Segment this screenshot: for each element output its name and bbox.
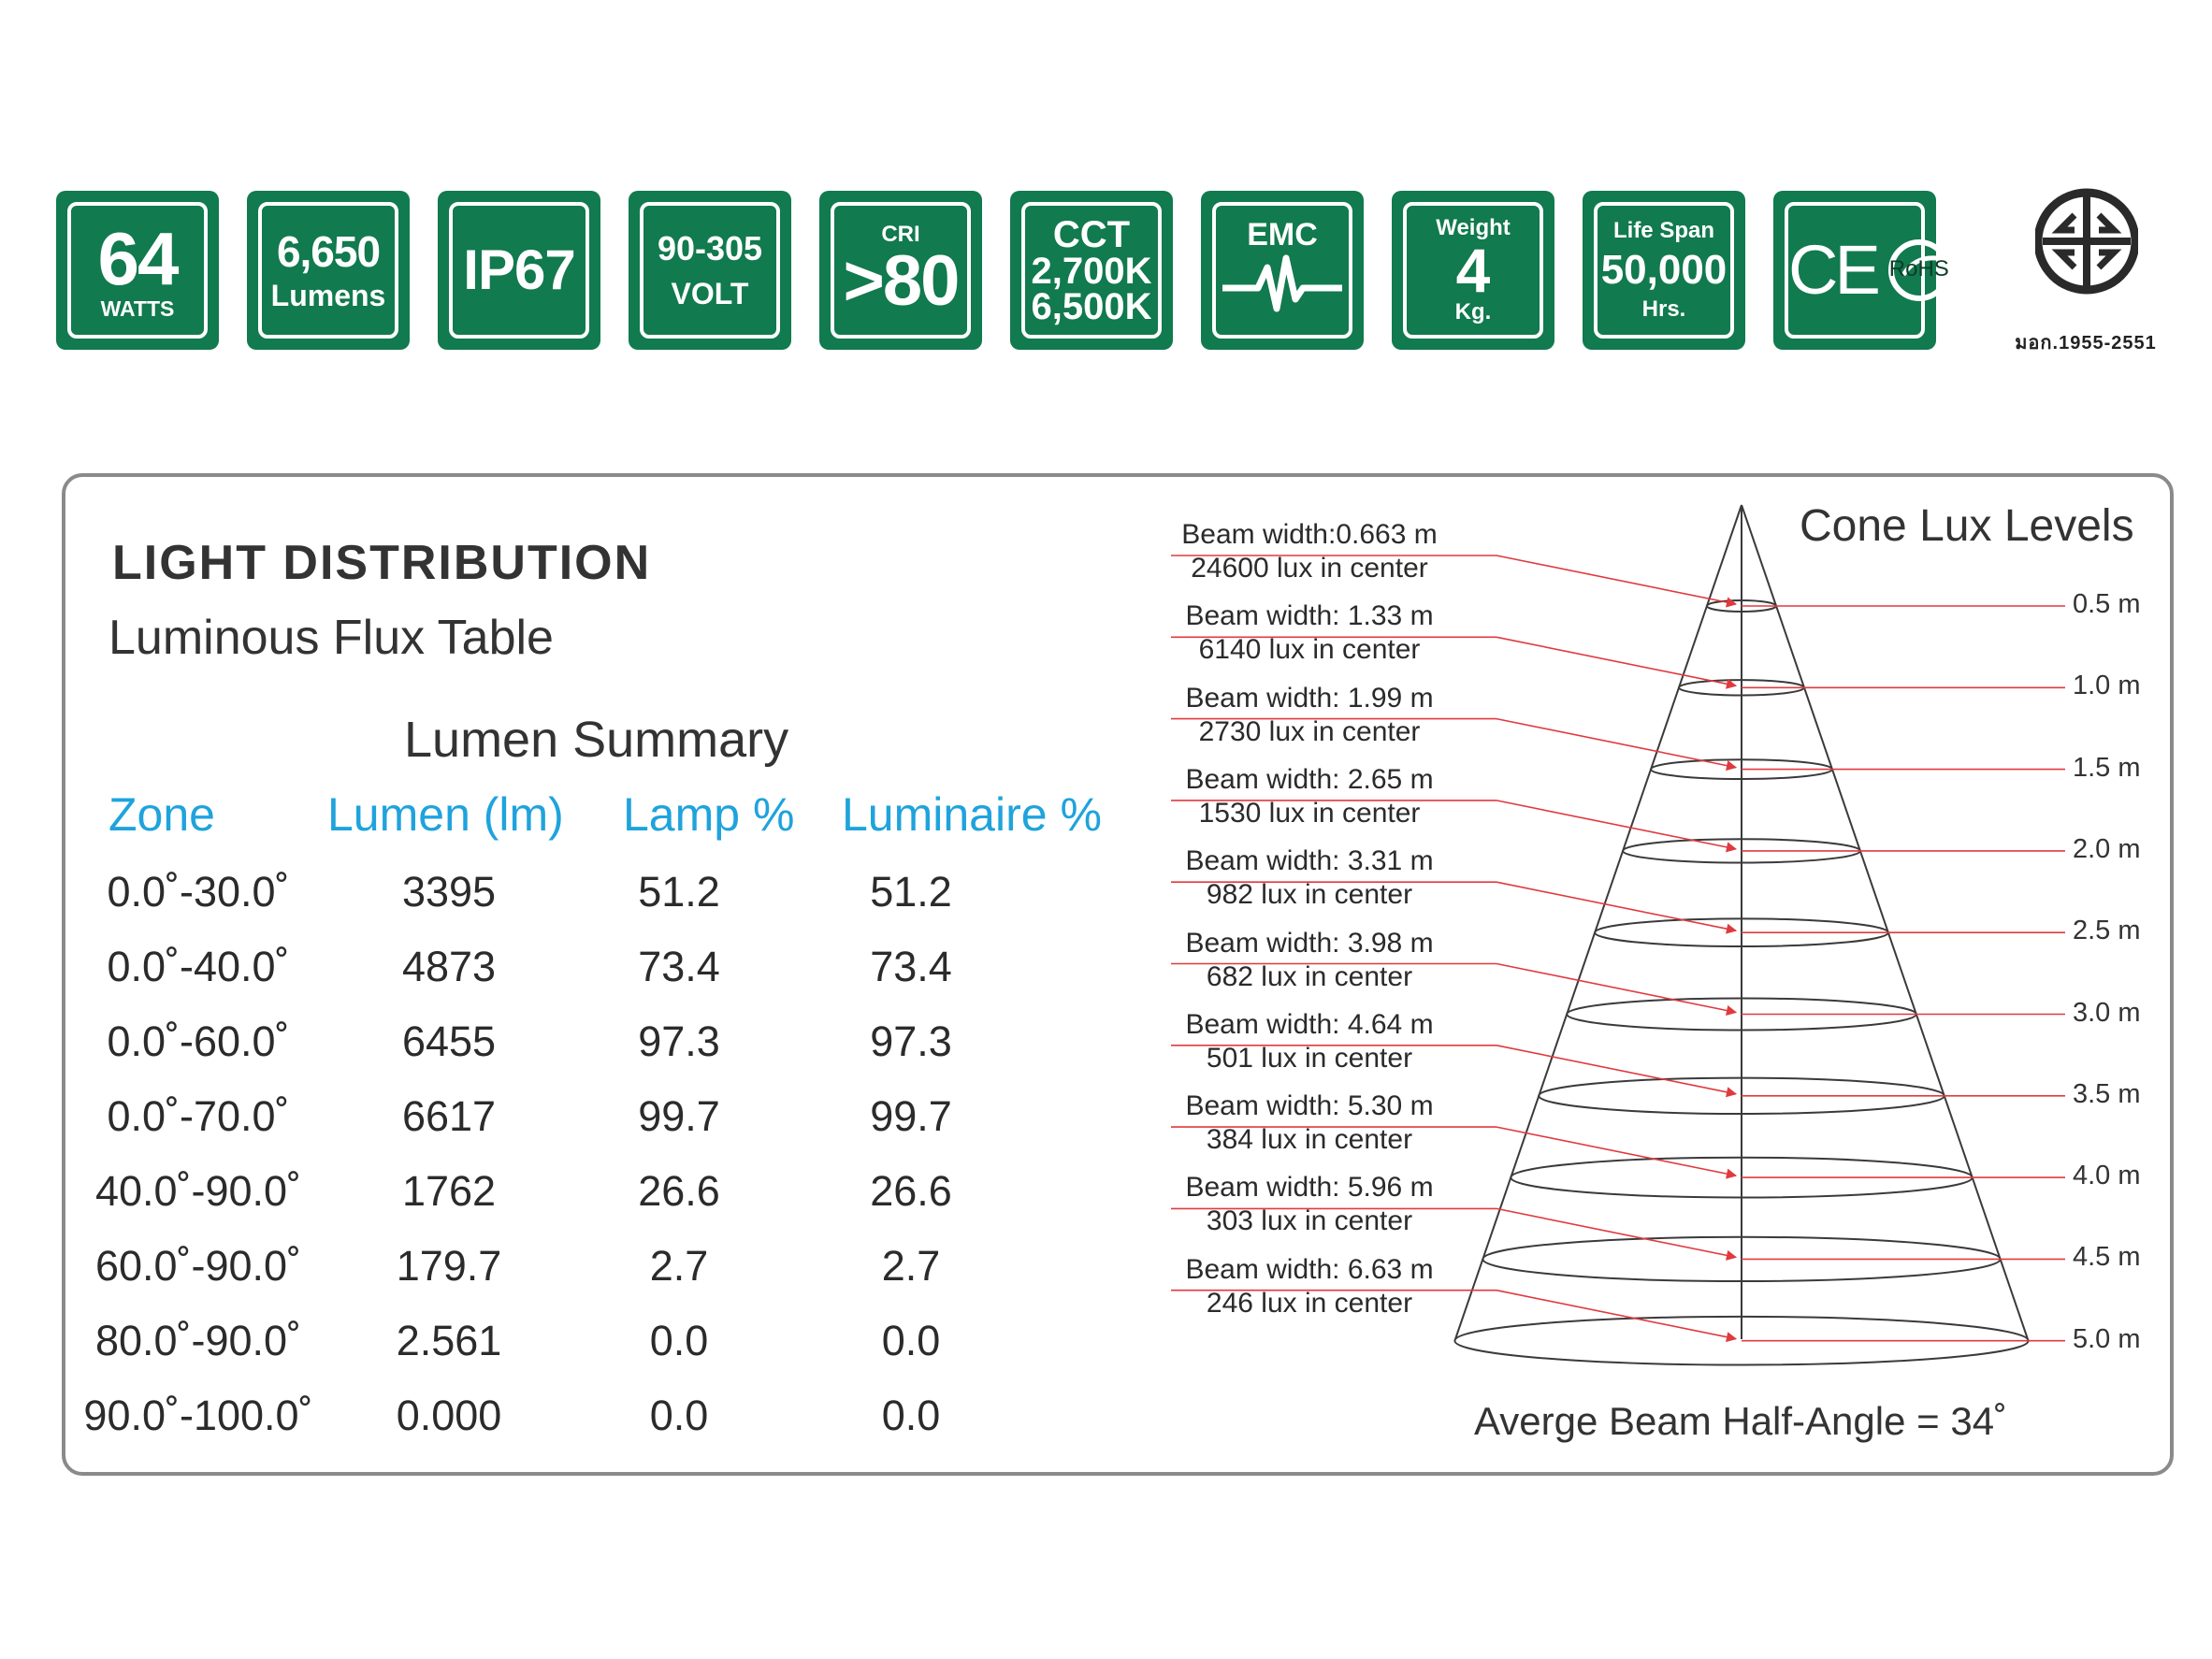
- center-lux-text: 682 lux in center: [1206, 960, 1413, 992]
- cone-left-edge: [1455, 505, 1742, 1339]
- lumens-unit: Lumens: [270, 279, 386, 312]
- emc-label: EMC: [1247, 217, 1318, 252]
- beam-label-1: [1169, 599, 1450, 667]
- center-lux-text: 24600 lux in center: [1191, 553, 1428, 584]
- center-lux-text: 501 lux in center: [1206, 1042, 1413, 1074]
- center-lux-text: 246 lux in center: [1206, 1287, 1413, 1319]
- center-lux-text: 2730 lux in center: [1198, 715, 1421, 747]
- cri-label: CRI: [881, 222, 920, 247]
- distance-label-2: 1.5 m: [2073, 752, 2141, 783]
- beam-width-text: Beam width:0.663 m: [1181, 519, 1438, 550]
- volt-value: 90-305: [657, 229, 763, 267]
- beam-width-text: Beam width: 1.33 m: [1185, 600, 1434, 632]
- table-cell-zone: 40.0˚-90.0˚: [94, 1167, 302, 1215]
- half-angle-note: Averge Beam Half-Angle = 34˚: [1474, 1399, 2008, 1443]
- watts-unit: WATTS: [100, 296, 175, 321]
- table-cell-zone: 80.0˚-90.0˚: [94, 1317, 302, 1364]
- cct-label: CCT: [1052, 214, 1131, 255]
- header-lumen: Lumen (lm): [327, 788, 564, 841]
- table-cell-lamp: 0.0: [649, 1317, 709, 1364]
- center-lux-text: 303 lux in center: [1206, 1205, 1413, 1237]
- center-lux-text: 384 lux in center: [1206, 1124, 1413, 1156]
- table-cell-zone: 0.0˚-70.0˚: [107, 1092, 290, 1140]
- table-cell-zone: 0.0˚-40.0˚: [107, 943, 290, 990]
- table-cell-lamp: 97.3: [638, 1017, 720, 1065]
- table-cell-lamp: 2.7: [649, 1242, 709, 1290]
- table-cell-lumen: 2.561: [396, 1317, 502, 1364]
- beam-label-0: [1169, 518, 1450, 585]
- distance-label-7: 4.0 m: [2073, 1161, 2141, 1191]
- cct-min: 2,700K: [1031, 251, 1152, 292]
- table-title: Lumen Summary: [404, 712, 789, 768]
- beam-label-4: [1169, 844, 1450, 912]
- distance-label-0: 0.5 m: [2073, 589, 2141, 619]
- table-cell-lamp: 51.2: [638, 868, 720, 916]
- distance-label-1: 1.0 m: [2073, 671, 2141, 701]
- ce-mark: CE: [1788, 231, 1877, 309]
- lifespan-value: 50,000: [1600, 247, 1728, 293]
- beam-width-text: Beam width: 3.31 m: [1185, 845, 1434, 877]
- table-cell-luminaire: 99.7: [870, 1092, 952, 1140]
- center-lux-text: 1530 lux in center: [1198, 797, 1421, 829]
- cct-max: 6,500K: [1031, 286, 1152, 327]
- table-cell-lamp: 99.7: [638, 1092, 720, 1140]
- beam-label-3: [1169, 763, 1450, 830]
- table-cell-lamp: 73.4: [638, 943, 720, 990]
- beam-label-8: [1169, 1171, 1450, 1238]
- header-zone: Zone: [108, 788, 215, 841]
- table-cell-lumen: 179.7: [396, 1242, 502, 1290]
- center-lux-text: 6140 lux in center: [1198, 634, 1421, 666]
- beam-width-text: Beam width: 3.98 m: [1185, 927, 1434, 959]
- beam-width-text: Beam width: 2.65 m: [1185, 763, 1434, 795]
- distance-label-6: 3.5 m: [2073, 1078, 2141, 1109]
- table-cell-zone: 0.0˚-30.0˚: [107, 868, 290, 916]
- beam-arrow-3: [1496, 801, 1736, 849]
- distance-label-9: 5.0 m: [2073, 1323, 2141, 1354]
- table-cell-luminaire: 97.3: [870, 1017, 952, 1065]
- table-cell-lumen: 6455: [401, 1017, 497, 1065]
- table-cell-lumen: 3395: [401, 868, 497, 916]
- table-cell-lumen: 6617: [401, 1092, 497, 1140]
- section-subtitle: Luminous Flux Table: [108, 611, 554, 665]
- beam-width-text: Beam width: 5.30 m: [1185, 1090, 1434, 1122]
- table-cell-luminaire: 0.0: [881, 1317, 941, 1364]
- distance-label-3: 2.0 m: [2073, 833, 2141, 864]
- header-luminaire: Luminaire %: [842, 788, 1102, 841]
- table-cell-luminaire: 73.4: [870, 943, 952, 990]
- table-cell-luminaire: 51.2: [870, 868, 952, 916]
- weight-unit: Kg.: [1454, 299, 1492, 325]
- beam-arrow-6: [1496, 1046, 1736, 1094]
- distance-label-8: 4.5 m: [2073, 1242, 2141, 1273]
- beam-label-7: [1169, 1089, 1450, 1157]
- beam-label-5: [1169, 927, 1450, 994]
- table-cell-luminaire: 0.0: [881, 1392, 941, 1439]
- beam-label-6: [1169, 1008, 1450, 1075]
- distance-label-5: 3.0 m: [2073, 997, 2141, 1028]
- rohs-label: RoHS: [1888, 256, 1949, 281]
- lumens-value: 6,650: [276, 227, 381, 276]
- cone-title: Cone Lux Levels: [1800, 501, 2134, 551]
- beam-arrow-5: [1496, 964, 1736, 1013]
- lifespan-unit: Hrs.: [1641, 296, 1686, 322]
- distance-label-4: 2.5 m: [2073, 916, 2141, 946]
- beam-width-text: Beam width: 6.63 m: [1185, 1253, 1434, 1285]
- lifespan-label: Life Span: [1612, 218, 1714, 243]
- beam-width-text: Beam width: 1.99 m: [1185, 682, 1434, 714]
- tis-standard-number: มอก.1955-2551: [2015, 333, 2157, 353]
- beam-width-text: Beam width: 4.64 m: [1185, 1008, 1434, 1040]
- cone-right-edge: [1742, 505, 2028, 1339]
- table-cell-luminaire: 2.7: [881, 1242, 941, 1290]
- table-cell-luminaire: 26.6: [870, 1167, 952, 1215]
- beam-label-9: [1169, 1253, 1450, 1320]
- table-cell-lumen: 0.000: [396, 1392, 502, 1439]
- beam-arrow-9: [1496, 1291, 1736, 1339]
- beam-arrow-8: [1496, 1208, 1736, 1257]
- table-cell-zone: 90.0˚-100.0˚: [83, 1392, 313, 1439]
- weight-value: 4: [1455, 236, 1491, 305]
- table-cell-zone: 0.0˚-60.0˚: [107, 1017, 290, 1065]
- volt-unit: VOLT: [671, 277, 749, 310]
- beam-width-text: Beam width: 5.96 m: [1185, 1172, 1434, 1204]
- beam-arrow-0: [1496, 555, 1736, 604]
- table-cell-zone: 60.0˚-90.0˚: [94, 1242, 302, 1290]
- table-cell-lamp: 0.0: [649, 1392, 709, 1439]
- cri-value: >80: [843, 241, 959, 321]
- section-title: LIGHT DISTRIBUTION: [112, 536, 652, 590]
- table-cell-lamp: 26.6: [638, 1167, 720, 1215]
- center-lux-text: 982 lux in center: [1206, 879, 1413, 911]
- header-lamp: Lamp %: [623, 788, 795, 841]
- ip-value: IP67: [463, 238, 575, 301]
- watts-value: 64: [97, 216, 178, 300]
- weight-label: Weight: [1436, 215, 1511, 240]
- beam-arrow-4: [1496, 882, 1736, 930]
- table-cell-lumen: 1762: [401, 1167, 497, 1215]
- beam-arrow-2: [1496, 719, 1736, 768]
- beam-label-2: [1169, 682, 1450, 749]
- beam-arrow-1: [1496, 637, 1736, 685]
- table-cell-lumen: 4873: [401, 943, 497, 990]
